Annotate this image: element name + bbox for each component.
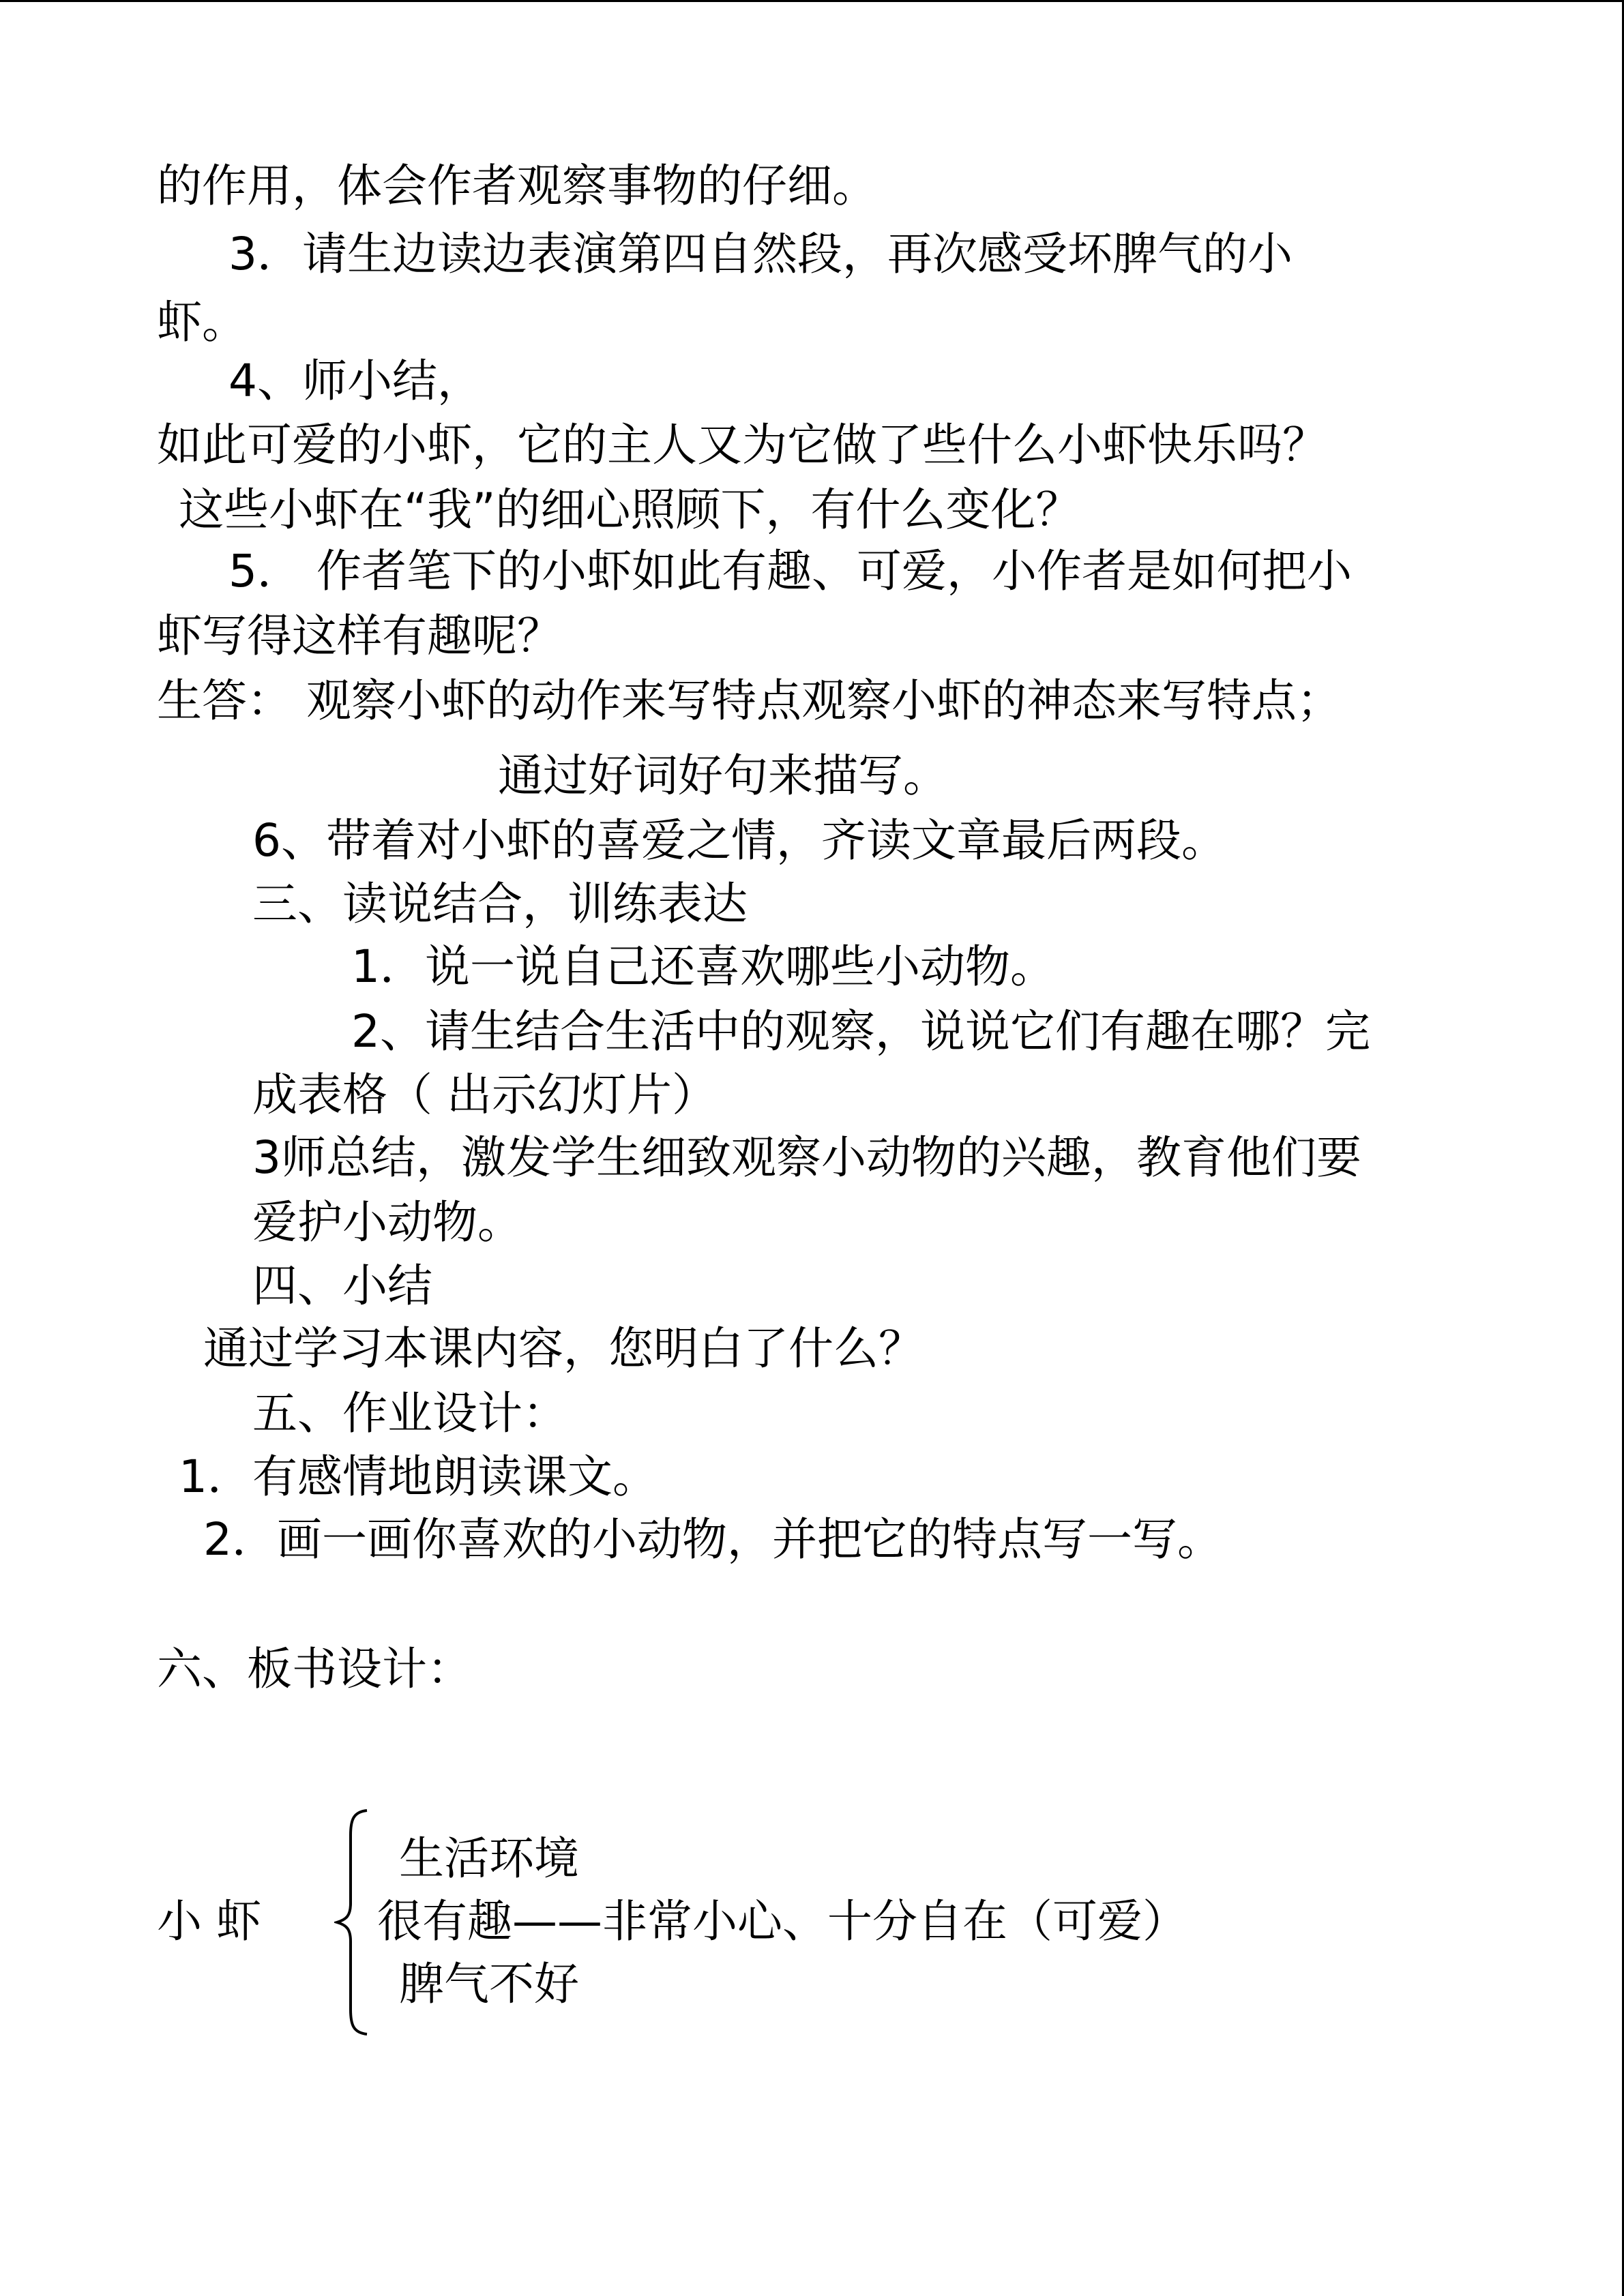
left-brace-icon — [334, 1808, 375, 2036]
text-line: 通过学习本课内容，您明白了什么？ — [203, 1322, 924, 1375]
text-line: 如此可爱的小虾，它的主人又为它做了些什么小虾快乐吗？ — [157, 419, 1327, 471]
board-title: 小 虾 — [157, 1895, 261, 1948]
text-line: 3．请生边读边表演第四自然段，再次感受坏脾气的小 — [228, 228, 1293, 280]
text-line: 2、请生结合生活中的观察，说说它们有趣在哪？完 — [351, 1005, 1370, 1058]
section-heading: 四、小结 — [252, 1259, 432, 1312]
text-line: 爱护小动物。 — [252, 1196, 522, 1249]
section-heading: 五、作业设计： — [252, 1387, 567, 1440]
text-line: 虾。 — [157, 296, 247, 348]
text-line: 生答： 观察小虾的动作来写特点观察小虾的神态来写特点； — [157, 674, 1342, 727]
board-item: 很有趣——非常小心、十分自在（可爱） — [377, 1895, 1187, 1948]
text-line: 虾写得这样有趣呢？ — [157, 610, 562, 662]
text-line: 6、带着对小虾的喜爱之情，齐读文章最后两段。 — [252, 814, 1226, 867]
text-line: 通过好词好句来描写。 — [498, 749, 948, 802]
text-line: 4、师小结， — [228, 355, 482, 407]
text-line: 的作用，体会作者观察事物的仔细。 — [157, 160, 877, 212]
board-item: 脾气不好 — [399, 1958, 579, 2010]
text-line: 1．有感情地朗读课文。 — [179, 1450, 658, 1503]
text-line: 这些小虾在“我”的细心照顾下，有什么变化？ — [179, 483, 1081, 536]
section-heading: 三、读说结合，训练表达 — [252, 878, 748, 930]
text-line: 5． 作者笔下的小虾如此有趣、可爱，小作者是如何把小 — [228, 545, 1352, 597]
text-line: 3师总结，激发学生细致观察小动物的兴趣，教育他们要 — [252, 1131, 1361, 1184]
section-heading: 六、板书设计： — [157, 1643, 472, 1695]
text-line: 1．说一说自己还喜欢哪些小动物。 — [351, 940, 1055, 993]
text-line: 2．画一画你喜欢的小动物，并把它的特点写一写。 — [203, 1513, 1222, 1566]
text-line: 成表格（ 出示幻灯片） — [252, 1069, 717, 1121]
board-item: 生活环境 — [399, 1832, 579, 1885]
